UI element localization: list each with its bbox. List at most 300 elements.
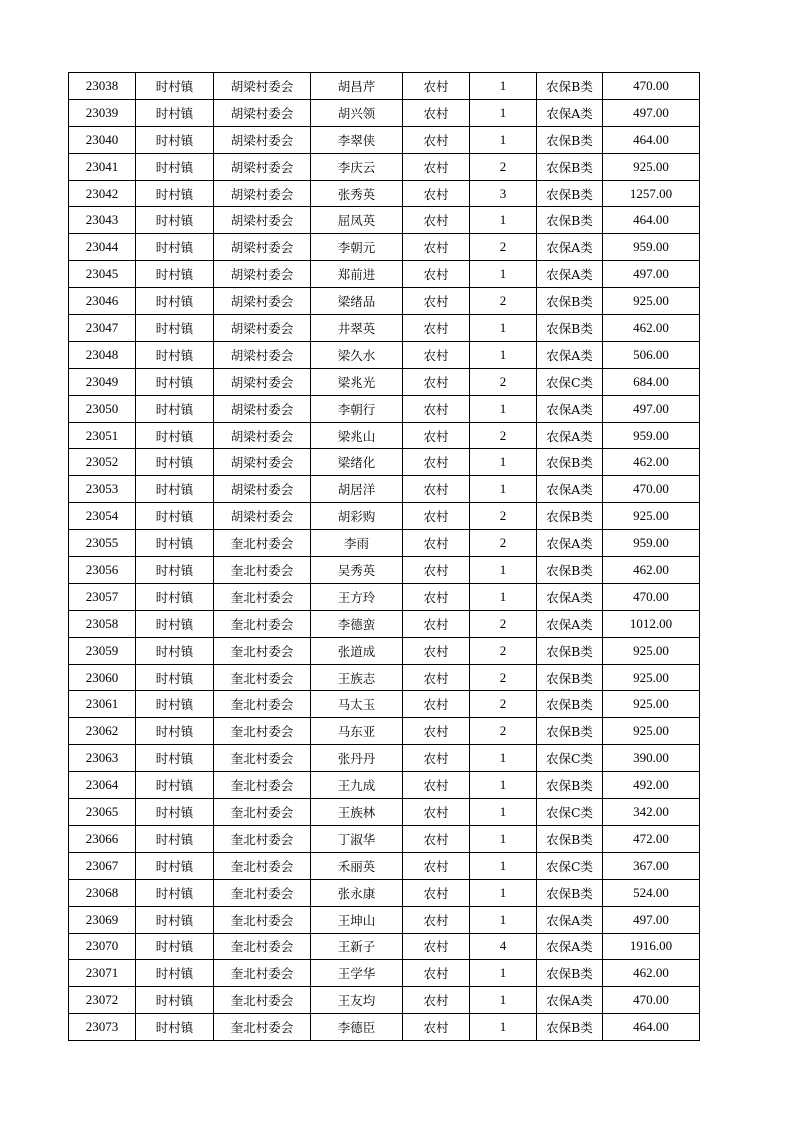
- cell-name: 胡兴领: [311, 99, 403, 126]
- cell-area: 农村: [403, 772, 470, 799]
- table-row: [69, 906, 700, 933]
- cell-town: 时村镇: [136, 341, 214, 368]
- cell-name: 郑前进: [311, 261, 403, 288]
- cell-amount: 497.00: [603, 395, 700, 422]
- table-row: [69, 799, 700, 826]
- cell-name: 张永康: [311, 879, 403, 906]
- cell-amount: 367.00: [603, 852, 700, 879]
- cell-name: 马太玉: [311, 691, 403, 718]
- cell-area: 农村: [403, 368, 470, 395]
- cell-amount: 524.00: [603, 879, 700, 906]
- cell-village: 胡梁村委会: [214, 180, 311, 207]
- cell-id: 23053: [69, 476, 136, 503]
- cell-village: 胡梁村委会: [214, 449, 311, 476]
- cell-amount: 925.00: [603, 637, 700, 664]
- cell-area: 农村: [403, 637, 470, 664]
- cell-town: 时村镇: [136, 825, 214, 852]
- cell-village: 奎北村委会: [214, 691, 311, 718]
- cell-town: 时村镇: [136, 691, 214, 718]
- cell-category: 农保B类: [537, 772, 603, 799]
- cell-id: 23073: [69, 1014, 136, 1041]
- cell-category: 农保B类: [537, 153, 603, 180]
- cell-category: 农保B类: [537, 557, 603, 584]
- cell-persons: 1: [470, 99, 537, 126]
- cell-name: 梁绪化: [311, 449, 403, 476]
- cell-amount: 497.00: [603, 99, 700, 126]
- cell-town: 时村镇: [136, 503, 214, 530]
- cell-village: 胡梁村委会: [214, 288, 311, 315]
- cell-name: 李朝元: [311, 234, 403, 261]
- cell-area: 农村: [403, 933, 470, 960]
- table-row: [69, 530, 700, 557]
- cell-persons: 1: [470, 583, 537, 610]
- cell-amount: 925.00: [603, 288, 700, 315]
- cell-amount: 462.00: [603, 449, 700, 476]
- table-row: [69, 207, 700, 234]
- cell-town: 时村镇: [136, 906, 214, 933]
- cell-id: 23038: [69, 73, 136, 100]
- cell-category: 农保B类: [537, 126, 603, 153]
- cell-id: 23054: [69, 503, 136, 530]
- cell-persons: 1: [470, 557, 537, 584]
- cell-category: 农保A类: [537, 987, 603, 1014]
- cell-town: 时村镇: [136, 153, 214, 180]
- cell-name: 梁久水: [311, 341, 403, 368]
- cell-amount: 959.00: [603, 422, 700, 449]
- cell-town: 时村镇: [136, 261, 214, 288]
- cell-amount: 959.00: [603, 530, 700, 557]
- cell-area: 农村: [403, 395, 470, 422]
- cell-id: 23050: [69, 395, 136, 422]
- cell-town: 时村镇: [136, 610, 214, 637]
- cell-area: 农村: [403, 126, 470, 153]
- cell-id: 23061: [69, 691, 136, 718]
- cell-name: 王学华: [311, 960, 403, 987]
- cell-id: 23070: [69, 933, 136, 960]
- table-row: [69, 288, 700, 315]
- cell-area: 农村: [403, 422, 470, 449]
- cell-name: 胡彩购: [311, 503, 403, 530]
- cell-town: 时村镇: [136, 852, 214, 879]
- cell-village: 奎北村委会: [214, 1014, 311, 1041]
- table-row: [69, 583, 700, 610]
- cell-id: 23041: [69, 153, 136, 180]
- cell-category: 农保A类: [537, 261, 603, 288]
- cell-town: 时村镇: [136, 476, 214, 503]
- cell-persons: 3: [470, 180, 537, 207]
- cell-name: 禾丽英: [311, 852, 403, 879]
- cell-persons: 2: [470, 153, 537, 180]
- cell-category: 农保C类: [537, 799, 603, 826]
- cell-id: 23065: [69, 799, 136, 826]
- cell-persons: 1: [470, 745, 537, 772]
- cell-name: 胡居洋: [311, 476, 403, 503]
- table-row: [69, 180, 700, 207]
- cell-town: 时村镇: [136, 718, 214, 745]
- cell-area: 农村: [403, 180, 470, 207]
- cell-village: 胡梁村委会: [214, 315, 311, 342]
- cell-category: 农保A类: [537, 933, 603, 960]
- cell-village: 奎北村委会: [214, 933, 311, 960]
- cell-town: 时村镇: [136, 234, 214, 261]
- cell-name: 王坤山: [311, 906, 403, 933]
- cell-village: 胡梁村委会: [214, 73, 311, 100]
- cell-id: 23057: [69, 583, 136, 610]
- cell-persons: 2: [470, 718, 537, 745]
- cell-village: 奎北村委会: [214, 906, 311, 933]
- cell-category: 农保B类: [537, 718, 603, 745]
- cell-area: 农村: [403, 879, 470, 906]
- cell-area: 农村: [403, 1014, 470, 1041]
- cell-area: 农村: [403, 906, 470, 933]
- cell-area: 农村: [403, 153, 470, 180]
- table-row: [69, 637, 700, 664]
- cell-amount: 925.00: [603, 153, 700, 180]
- cell-id: 23071: [69, 960, 136, 987]
- table-row: [69, 664, 700, 691]
- cell-amount: 462.00: [603, 315, 700, 342]
- cell-name: 吴秀英: [311, 557, 403, 584]
- cell-name: 井翠英: [311, 315, 403, 342]
- cell-persons: 1: [470, 476, 537, 503]
- cell-persons: 4: [470, 933, 537, 960]
- cell-amount: 925.00: [603, 503, 700, 530]
- table-row: [69, 261, 700, 288]
- cell-name: 张道成: [311, 637, 403, 664]
- table-row: [69, 879, 700, 906]
- cell-id: 23046: [69, 288, 136, 315]
- cell-category: 农保B类: [537, 180, 603, 207]
- cell-id: 23042: [69, 180, 136, 207]
- cell-amount: 1916.00: [603, 933, 700, 960]
- cell-town: 时村镇: [136, 368, 214, 395]
- cell-persons: 2: [470, 503, 537, 530]
- cell-category: 农保B类: [537, 73, 603, 100]
- cell-town: 时村镇: [136, 73, 214, 100]
- cell-area: 农村: [403, 315, 470, 342]
- cell-area: 农村: [403, 476, 470, 503]
- table-row: [69, 610, 700, 637]
- table-row: [69, 933, 700, 960]
- relief-roster-table: [68, 72, 700, 1041]
- cell-category: 农保B类: [537, 207, 603, 234]
- cell-category: 农保B类: [537, 288, 603, 315]
- cell-name: 李德蛮: [311, 610, 403, 637]
- cell-category: 农保A类: [537, 530, 603, 557]
- table-row: [69, 395, 700, 422]
- table-row: [69, 718, 700, 745]
- cell-category: 农保A类: [537, 610, 603, 637]
- cell-name: 王方玲: [311, 583, 403, 610]
- cell-town: 时村镇: [136, 933, 214, 960]
- cell-area: 农村: [403, 745, 470, 772]
- cell-id: 23059: [69, 637, 136, 664]
- table-row: [69, 1014, 700, 1041]
- cell-area: 农村: [403, 718, 470, 745]
- table-row: [69, 368, 700, 395]
- cell-category: 农保A类: [537, 422, 603, 449]
- cell-town: 时村镇: [136, 879, 214, 906]
- cell-amount: 470.00: [603, 987, 700, 1014]
- cell-id: 23048: [69, 341, 136, 368]
- cell-area: 农村: [403, 852, 470, 879]
- cell-category: 农保B类: [537, 664, 603, 691]
- cell-category: 农保C类: [537, 852, 603, 879]
- cell-area: 农村: [403, 234, 470, 261]
- cell-town: 时村镇: [136, 960, 214, 987]
- cell-persons: 1: [470, 261, 537, 288]
- cell-town: 时村镇: [136, 449, 214, 476]
- cell-amount: 472.00: [603, 825, 700, 852]
- cell-id: 23060: [69, 664, 136, 691]
- cell-id: 23062: [69, 718, 136, 745]
- cell-name: 马东亚: [311, 718, 403, 745]
- cell-amount: 1012.00: [603, 610, 700, 637]
- cell-category: 农保C类: [537, 368, 603, 395]
- cell-id: 23058: [69, 610, 136, 637]
- cell-id: 23047: [69, 315, 136, 342]
- cell-village: 胡梁村委会: [214, 261, 311, 288]
- cell-village: 胡梁村委会: [214, 126, 311, 153]
- table-row: [69, 772, 700, 799]
- cell-id: 23063: [69, 745, 136, 772]
- cell-persons: 1: [470, 315, 537, 342]
- cell-village: 胡梁村委会: [214, 503, 311, 530]
- cell-amount: 462.00: [603, 960, 700, 987]
- cell-area: 农村: [403, 341, 470, 368]
- cell-category: 农保B类: [537, 879, 603, 906]
- cell-town: 时村镇: [136, 422, 214, 449]
- cell-id: 23069: [69, 906, 136, 933]
- cell-town: 时村镇: [136, 180, 214, 207]
- cell-village: 奎北村委会: [214, 852, 311, 879]
- cell-village: 奎北村委会: [214, 718, 311, 745]
- cell-town: 时村镇: [136, 987, 214, 1014]
- cell-village: 胡梁村委会: [214, 207, 311, 234]
- cell-id: 23040: [69, 126, 136, 153]
- cell-town: 时村镇: [136, 1014, 214, 1041]
- cell-amount: 925.00: [603, 718, 700, 745]
- cell-amount: 470.00: [603, 583, 700, 610]
- cell-name: 李雨: [311, 530, 403, 557]
- cell-town: 时村镇: [136, 664, 214, 691]
- cell-persons: 2: [470, 368, 537, 395]
- cell-amount: 684.00: [603, 368, 700, 395]
- cell-area: 农村: [403, 583, 470, 610]
- cell-town: 时村镇: [136, 99, 214, 126]
- cell-name: 王族林: [311, 799, 403, 826]
- cell-category: 农保A类: [537, 234, 603, 261]
- cell-town: 时村镇: [136, 745, 214, 772]
- cell-category: 农保B类: [537, 449, 603, 476]
- table-row: [69, 987, 700, 1014]
- cell-category: 农保A类: [537, 341, 603, 368]
- cell-town: 时村镇: [136, 799, 214, 826]
- cell-category: 农保B类: [537, 637, 603, 664]
- cell-category: 农保B类: [537, 315, 603, 342]
- cell-village: 奎北村委会: [214, 610, 311, 637]
- cell-persons: 2: [470, 610, 537, 637]
- cell-town: 时村镇: [136, 557, 214, 584]
- cell-category: 农保A类: [537, 906, 603, 933]
- cell-persons: 1: [470, 906, 537, 933]
- table-row: [69, 234, 700, 261]
- cell-persons: 2: [470, 234, 537, 261]
- cell-id: 23067: [69, 852, 136, 879]
- cell-village: 奎北村委会: [214, 745, 311, 772]
- cell-persons: 1: [470, 772, 537, 799]
- cell-town: 时村镇: [136, 772, 214, 799]
- cell-village: 胡梁村委会: [214, 234, 311, 261]
- cell-town: 时村镇: [136, 637, 214, 664]
- cell-village: 奎北村委会: [214, 557, 311, 584]
- cell-village: 胡梁村委会: [214, 99, 311, 126]
- cell-name: 张秀英: [311, 180, 403, 207]
- cell-persons: 1: [470, 73, 537, 100]
- cell-persons: 1: [470, 825, 537, 852]
- cell-area: 农村: [403, 207, 470, 234]
- table-row: [69, 341, 700, 368]
- table-row: [69, 99, 700, 126]
- cell-category: 农保A类: [537, 395, 603, 422]
- cell-persons: 1: [470, 1014, 537, 1041]
- cell-amount: 497.00: [603, 906, 700, 933]
- table-row: [69, 960, 700, 987]
- cell-persons: 1: [470, 852, 537, 879]
- cell-amount: 464.00: [603, 126, 700, 153]
- cell-persons: 1: [470, 126, 537, 153]
- cell-name: 李朝行: [311, 395, 403, 422]
- cell-category: 农保A类: [537, 99, 603, 126]
- cell-area: 农村: [403, 960, 470, 987]
- cell-amount: 497.00: [603, 261, 700, 288]
- cell-id: 23066: [69, 825, 136, 852]
- cell-id: 23039: [69, 99, 136, 126]
- table-row: [69, 449, 700, 476]
- cell-area: 农村: [403, 449, 470, 476]
- cell-name: 胡昌芹: [311, 73, 403, 100]
- cell-area: 农村: [403, 73, 470, 100]
- cell-id: 23044: [69, 234, 136, 261]
- cell-amount: 390.00: [603, 745, 700, 772]
- cell-village: 胡梁村委会: [214, 368, 311, 395]
- table-row: [69, 476, 700, 503]
- cell-town: 时村镇: [136, 207, 214, 234]
- cell-village: 奎北村委会: [214, 664, 311, 691]
- cell-village: 奎北村委会: [214, 583, 311, 610]
- cell-area: 农村: [403, 987, 470, 1014]
- cell-amount: 925.00: [603, 691, 700, 718]
- cell-category: 农保B类: [537, 960, 603, 987]
- table-row: [69, 315, 700, 342]
- cell-id: 23055: [69, 530, 136, 557]
- cell-category: 农保B类: [537, 691, 603, 718]
- cell-area: 农村: [403, 799, 470, 826]
- cell-amount: 925.00: [603, 664, 700, 691]
- cell-area: 农村: [403, 503, 470, 530]
- cell-id: 23049: [69, 368, 136, 395]
- cell-village: 胡梁村委会: [214, 395, 311, 422]
- cell-area: 农村: [403, 610, 470, 637]
- cell-name: 梁兆光: [311, 368, 403, 395]
- cell-village: 奎北村委会: [214, 772, 311, 799]
- cell-amount: 464.00: [603, 207, 700, 234]
- cell-category: 农保C类: [537, 745, 603, 772]
- cell-id: 23043: [69, 207, 136, 234]
- table-row: [69, 153, 700, 180]
- cell-persons: 2: [470, 288, 537, 315]
- cell-amount: 959.00: [603, 234, 700, 261]
- cell-name: 王族志: [311, 664, 403, 691]
- cell-town: 时村镇: [136, 126, 214, 153]
- cell-village: 奎北村委会: [214, 987, 311, 1014]
- cell-id: 23045: [69, 261, 136, 288]
- cell-name: 梁兆山: [311, 422, 403, 449]
- cell-area: 农村: [403, 99, 470, 126]
- cell-name: 丁淑华: [311, 825, 403, 852]
- table-row: [69, 503, 700, 530]
- cell-category: 农保A类: [537, 583, 603, 610]
- cell-village: 奎北村委会: [214, 637, 311, 664]
- cell-village: 奎北村委会: [214, 799, 311, 826]
- cell-area: 农村: [403, 825, 470, 852]
- cell-amount: 492.00: [603, 772, 700, 799]
- cell-town: 时村镇: [136, 583, 214, 610]
- cell-id: 23064: [69, 772, 136, 799]
- table-body: [69, 73, 700, 1041]
- cell-name: 李德臣: [311, 1014, 403, 1041]
- cell-amount: 506.00: [603, 341, 700, 368]
- cell-town: 时村镇: [136, 315, 214, 342]
- cell-name: 张丹丹: [311, 745, 403, 772]
- table-row: [69, 557, 700, 584]
- cell-persons: 1: [470, 960, 537, 987]
- cell-persons: 1: [470, 987, 537, 1014]
- cell-persons: 2: [470, 530, 537, 557]
- cell-village: 胡梁村委会: [214, 422, 311, 449]
- cell-amount: 462.00: [603, 557, 700, 584]
- cell-persons: 1: [470, 879, 537, 906]
- cell-area: 农村: [403, 557, 470, 584]
- cell-persons: 2: [470, 422, 537, 449]
- cell-area: 农村: [403, 261, 470, 288]
- cell-persons: 1: [470, 341, 537, 368]
- table-row: [69, 691, 700, 718]
- cell-persons: 1: [470, 395, 537, 422]
- cell-persons: 2: [470, 664, 537, 691]
- cell-id: 23052: [69, 449, 136, 476]
- cell-amount: 470.00: [603, 73, 700, 100]
- cell-name: 王新子: [311, 933, 403, 960]
- cell-name: 王友均: [311, 987, 403, 1014]
- cell-village: 奎北村委会: [214, 530, 311, 557]
- table-row: [69, 825, 700, 852]
- cell-amount: 342.00: [603, 799, 700, 826]
- cell-category: 农保B类: [537, 1014, 603, 1041]
- cell-category: 农保B类: [537, 503, 603, 530]
- cell-village: 胡梁村委会: [214, 153, 311, 180]
- cell-id: 23056: [69, 557, 136, 584]
- cell-village: 胡梁村委会: [214, 341, 311, 368]
- cell-village: 胡梁村委会: [214, 476, 311, 503]
- table-row: [69, 126, 700, 153]
- cell-village: 奎北村委会: [214, 825, 311, 852]
- cell-town: 时村镇: [136, 530, 214, 557]
- table-row: [69, 745, 700, 772]
- cell-id: 23068: [69, 879, 136, 906]
- cell-town: 时村镇: [136, 288, 214, 315]
- cell-category: 农保A类: [537, 476, 603, 503]
